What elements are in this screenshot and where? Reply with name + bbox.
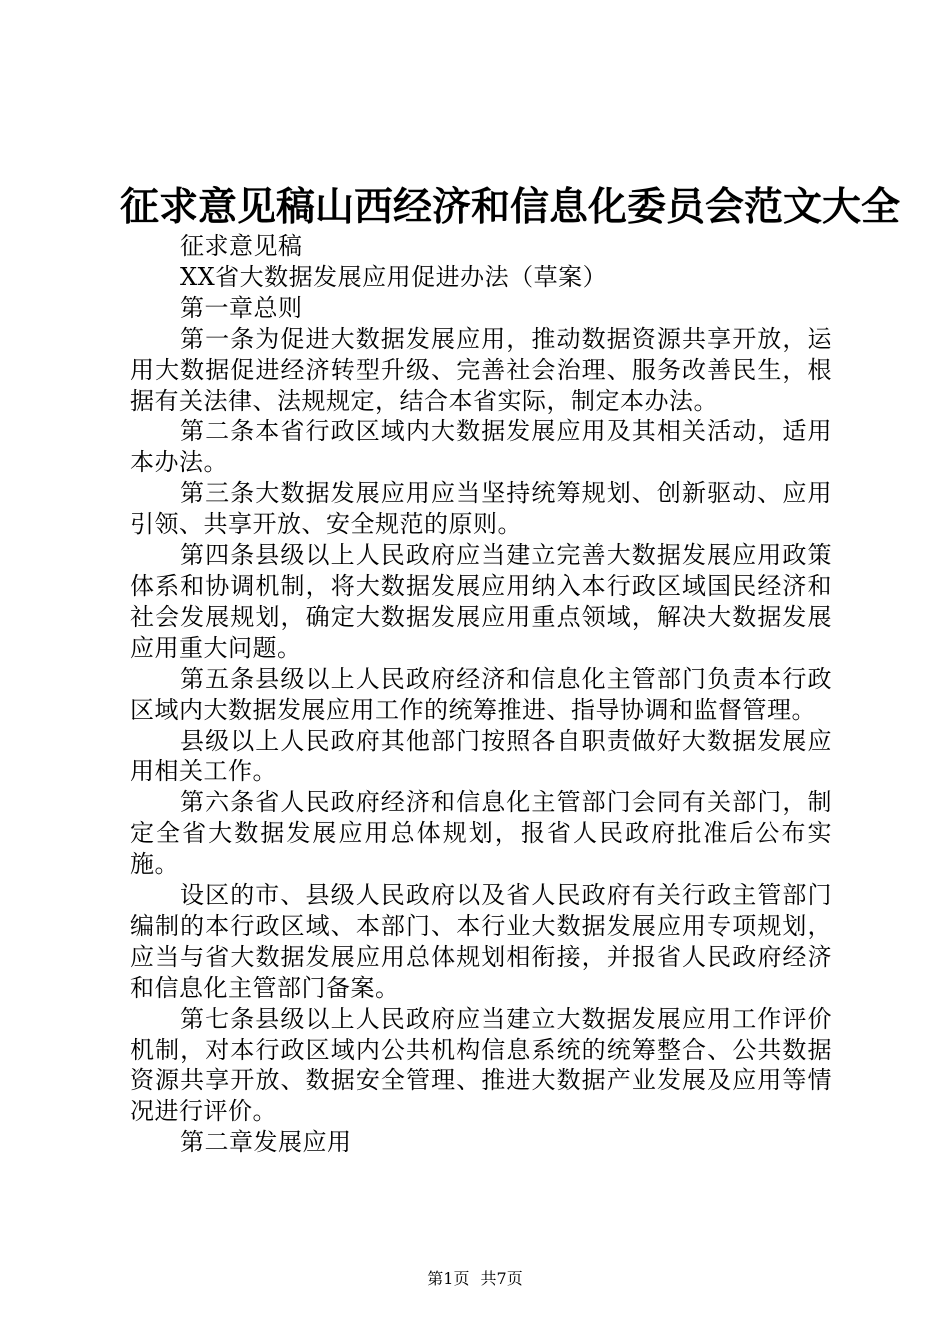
paragraph: 设区的市、县级人民政府以及省人民政府有关行政主管部门编制的本行政区域、本部门、本行业大数据发展应用专项规划，应当与省大数据发展应用总体规划相衔接，并报省人民政府经济和信息化主管部门备案。 xyxy=(130,881,832,1002)
paragraph: 第一条为促进大数据发展应用，推动数据资源共享开放，运用大数据促进经济转型升级、完善社会治理、服务改善民生，根据有关法律、法规规定，结合本省实际，制定本办法。 xyxy=(130,324,832,415)
document-body xyxy=(130,231,832,1158)
paragraph: 第二条本省行政区域内大数据发展应用及其相关活动，适用本办法。 xyxy=(130,417,832,477)
chapter-heading: 第一章总则 xyxy=(180,293,303,322)
document-title: 征求意见稿山西经济和信息化委员会范文大全 xyxy=(120,185,901,230)
paragraph: 第四条县级以上人民政府应当建立完善大数据发展应用政策体系和协调机制，将大数据发展应用纳入本行政区域国民经济和社会发展规划，确定大数据发展应用重点领域，解决大数据发展应用重大问题。 xyxy=(130,541,832,662)
page-footer: 第1页 共7页 xyxy=(427,1269,523,1288)
paragraph: 第三条大数据发展应用应当坚持统筹规划、创新驱动、应用引领、共享开放、安全规范的原则。 xyxy=(130,479,832,539)
paragraph: 第六条省人民政府经济和信息化主管部门会同有关部门，制定全省大数据发展应用总体规划，报省人民政府批准后公布实施。 xyxy=(130,788,832,879)
paragraph: 第七条县级以上人民政府应当建立大数据发展应用工作评价机制，对本行政区域内公共机构信息系统的统筹整合、公共数据资源共享开放、数据安全管理、推进大数据产业发展及应用等情况进行评价。 xyxy=(130,1004,832,1126)
chapter-heading: 第二章发展应用 xyxy=(180,1128,352,1157)
paragraph: XX省大数据发展应用促进办法（草案） xyxy=(180,262,608,291)
paragraph: 第五条县级以上人民政府经济和信息化主管部门负责本行政区域内大数据发展应用工作的统筹推进、指导协调和监督管理。 xyxy=(130,664,832,724)
paragraph: 征求意见稿 xyxy=(180,232,303,260)
paragraph: 县级以上人民政府其他部门按照各自职责做好大数据发展应用相关工作。 xyxy=(130,726,832,786)
